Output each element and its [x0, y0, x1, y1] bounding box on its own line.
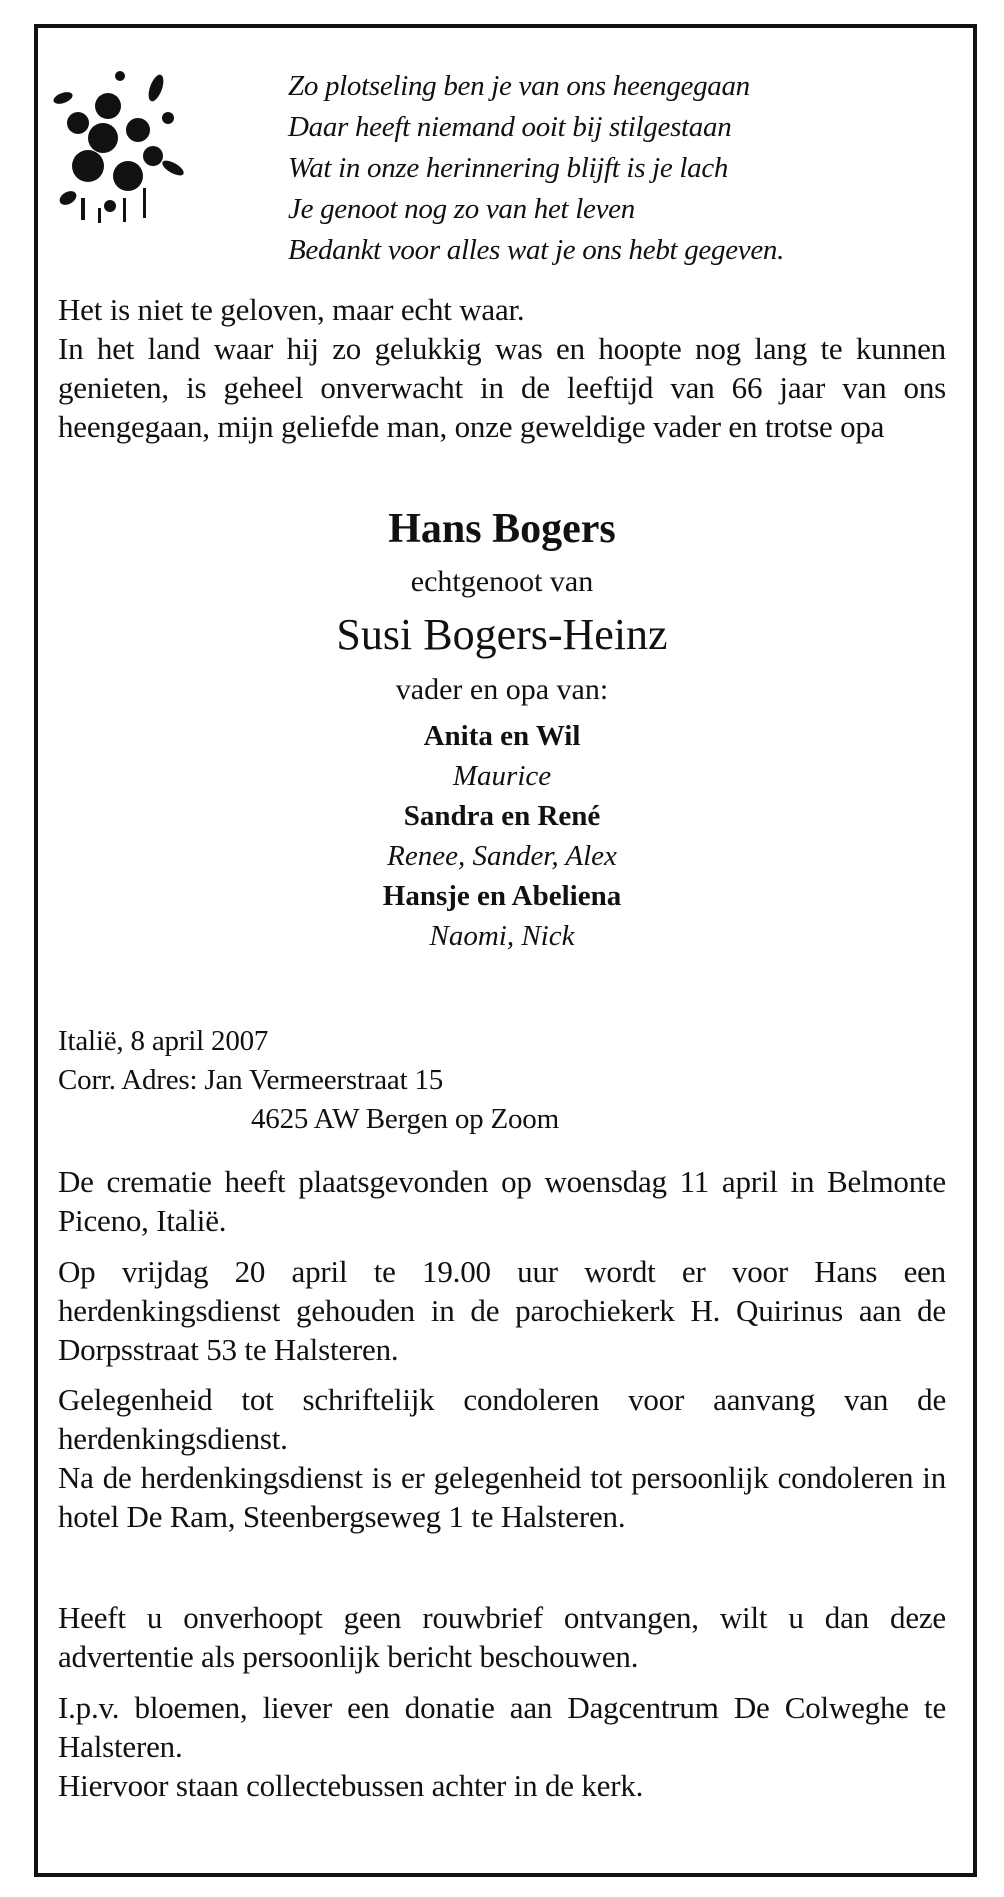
poem: [288, 66, 968, 271]
condolence-personal: Na de herdenkingsdienst is er gelegenheid tot persoonlijk condoleren in hotel De Ram, Steenbergseweg 1 te Halsteren.: [58, 1460, 946, 1534]
family-grandchildren: Naomi, Nick: [429, 920, 575, 952]
flower-blossom: [126, 118, 150, 142]
flower-blossom: [88, 123, 118, 153]
poem-line: Wat in onze herinnering blijft is je lach: [288, 152, 729, 184]
intro-paragraph: In het land waar hij zo gelukkig was en hoopte nog lang te kunnen genieten, is geheel onverwacht in de leeftijd van 66 jaar van ons heengegaan, mijn geliefde man, onze geweldige vader en trotse opa: [58, 331, 946, 444]
flower-leaf: [160, 158, 186, 179]
collection-text: Hiervoor staan collectebussen achter in de kerk.: [58, 1768, 644, 1803]
family-grandchildren: Maurice: [452, 760, 552, 792]
family-list: [58, 716, 946, 956]
memorial-section: [58, 1252, 946, 1369]
flower-bud: [162, 112, 174, 124]
donation-section: [58, 1688, 946, 1805]
family-couple: Anita en Wil: [423, 720, 581, 752]
notice-section: [58, 1598, 946, 1676]
address-section: [58, 1022, 946, 1139]
intro-line: Het is niet te geloven, maar echt waar.: [58, 292, 525, 327]
correspondence-address: Corr. Adres: Jan Vermeerstraat 15: [58, 1064, 444, 1096]
cremation-text: De crematie heeft plaatsgevonden op woensdag 11 april in Belmonte Piceno, Italië.: [58, 1164, 946, 1238]
notice-text: Heeft u onverhoopt geen rouwbrief ontvangen, wilt u dan deze advertentie als persoonlijk bericht beschouwen.: [58, 1600, 946, 1674]
poem-line: Zo plotseling ben je van ons heengegaan: [288, 70, 750, 102]
spouse-name: Susi Bogers-Heinz: [336, 610, 668, 659]
correspondence-city: 4625 AW Bergen op Zoom: [251, 1103, 559, 1135]
children-label: vader en opa van:: [395, 673, 609, 706]
deceased-section: [58, 504, 946, 956]
flower-stem: [123, 198, 126, 222]
condolence-section: [58, 1380, 946, 1536]
family-grandchildren: Renee, Sander, Alex: [387, 840, 617, 872]
flower-blossom: [143, 146, 163, 166]
deceased-name: Hans Bogers: [388, 506, 616, 552]
flower-stem: [98, 208, 101, 223]
donation-text: I.p.v. bloemen, liever een donatie aan Dagcentrum De Colweghe te Halsteren.: [58, 1690, 946, 1764]
flower-stem: [81, 198, 85, 220]
flower-blossom: [95, 93, 121, 119]
flower-illustration: [48, 58, 198, 228]
poem-line: Daar heeft niemand ooit bij stilgestaan: [288, 111, 732, 143]
flower-bud: [104, 200, 116, 212]
flower-leaf: [146, 73, 167, 103]
flower-blossom: [67, 112, 89, 134]
spouse-label: echtgenoot van: [410, 565, 594, 598]
flower-blossom: [113, 161, 143, 191]
place-date: Italië, 8 april 2007: [58, 1025, 269, 1057]
condolence-written: Gelegenheid tot schriftelijk condoleren voor aanvang van de herdenkingsdienst.: [58, 1382, 946, 1456]
flower-stem: [143, 188, 146, 218]
flower-leaf: [52, 90, 74, 106]
flower-bud: [115, 71, 125, 81]
family-couple: Hansje en Abeliena: [382, 880, 622, 912]
poem-line: Je genoot nog zo van het leven: [288, 193, 635, 225]
flower-leaf: [57, 188, 79, 207]
memorial-text: Op vrijdag 20 april te 19.00 uur wordt er voor Hans een herdenkingsdienst gehouden in de parochiekerk H. Quirinus aan de Dorpsstraat 53 te Halsteren.: [58, 1254, 946, 1367]
flower-blossom: [72, 150, 104, 182]
cremation-section: [58, 1162, 946, 1240]
poem-line: Bedankt voor alles wat je ons hebt gegeven.: [288, 234, 785, 266]
intro-section: [58, 290, 946, 446]
family-couple: Sandra en René: [403, 800, 601, 832]
